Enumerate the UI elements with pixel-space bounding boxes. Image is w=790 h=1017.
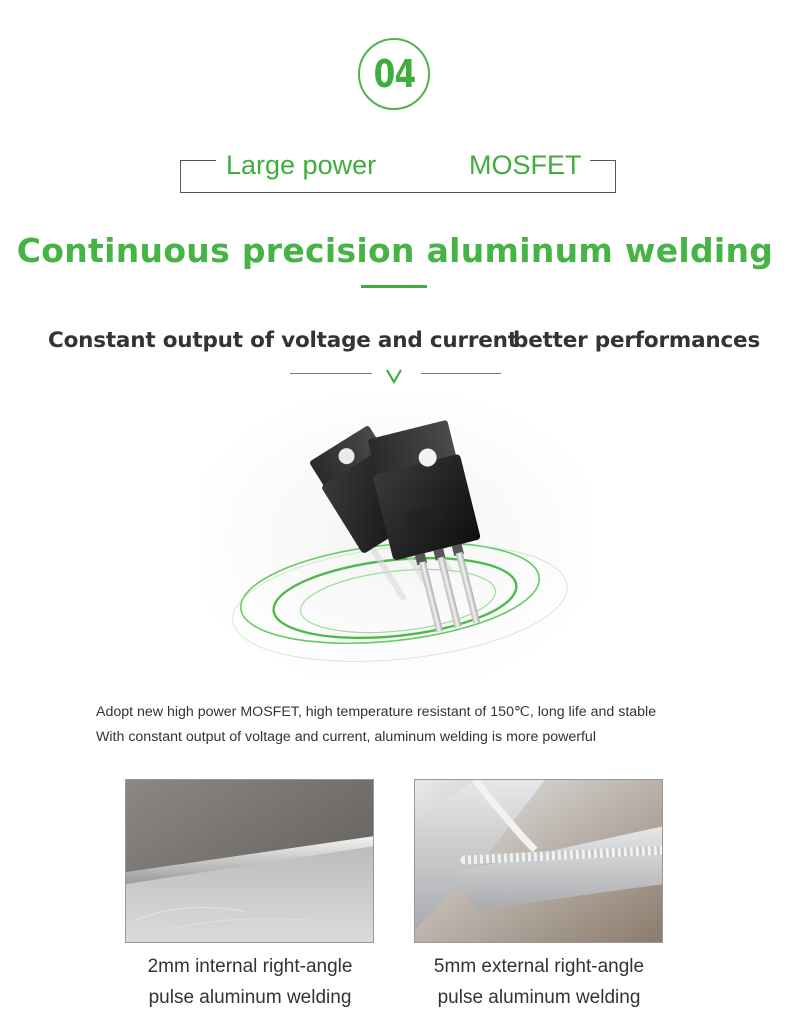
divider-line-right [421, 373, 501, 374]
subheading-left: Constant output of voltage and current [48, 328, 518, 353]
caption-internal-line-2: pulse aluminum welding [148, 987, 352, 1008]
welding-photo-internal [125, 779, 374, 943]
section-number: 04 [373, 52, 415, 96]
caption-internal [125, 951, 375, 1013]
main-title: Continuous precision aluminum welding [16, 231, 774, 270]
section-number-badge [358, 38, 430, 110]
main-title-underline [361, 285, 427, 288]
caption-internal-line-1: 2mm internal right-angle [147, 956, 353, 977]
caption-external-line-2: pulse aluminum welding [437, 987, 641, 1008]
bracket-line-left [180, 160, 216, 161]
title-mosfet: MOSFET [461, 150, 590, 181]
welding-photo-external [414, 779, 663, 943]
mosfet-product-image [200, 398, 590, 680]
divider-line-left [290, 373, 372, 374]
description-line-2: With constant output of voltage and current, aluminum welding is more powerful [96, 729, 596, 745]
bracket-line-right [586, 160, 616, 161]
title-large-power: Large power [218, 150, 384, 181]
external-weld-image [415, 780, 663, 943]
internal-weld-image [126, 780, 374, 943]
chevron-down-icon [384, 362, 404, 384]
description-line-1: Adopt new high power MOSFET, high temperature resistant of 150℃, long life and stable [96, 704, 657, 720]
caption-external-line-1: 5mm external right-angle [433, 956, 645, 977]
caption-external [414, 951, 664, 1013]
subheading-right: better performances [513, 328, 761, 353]
